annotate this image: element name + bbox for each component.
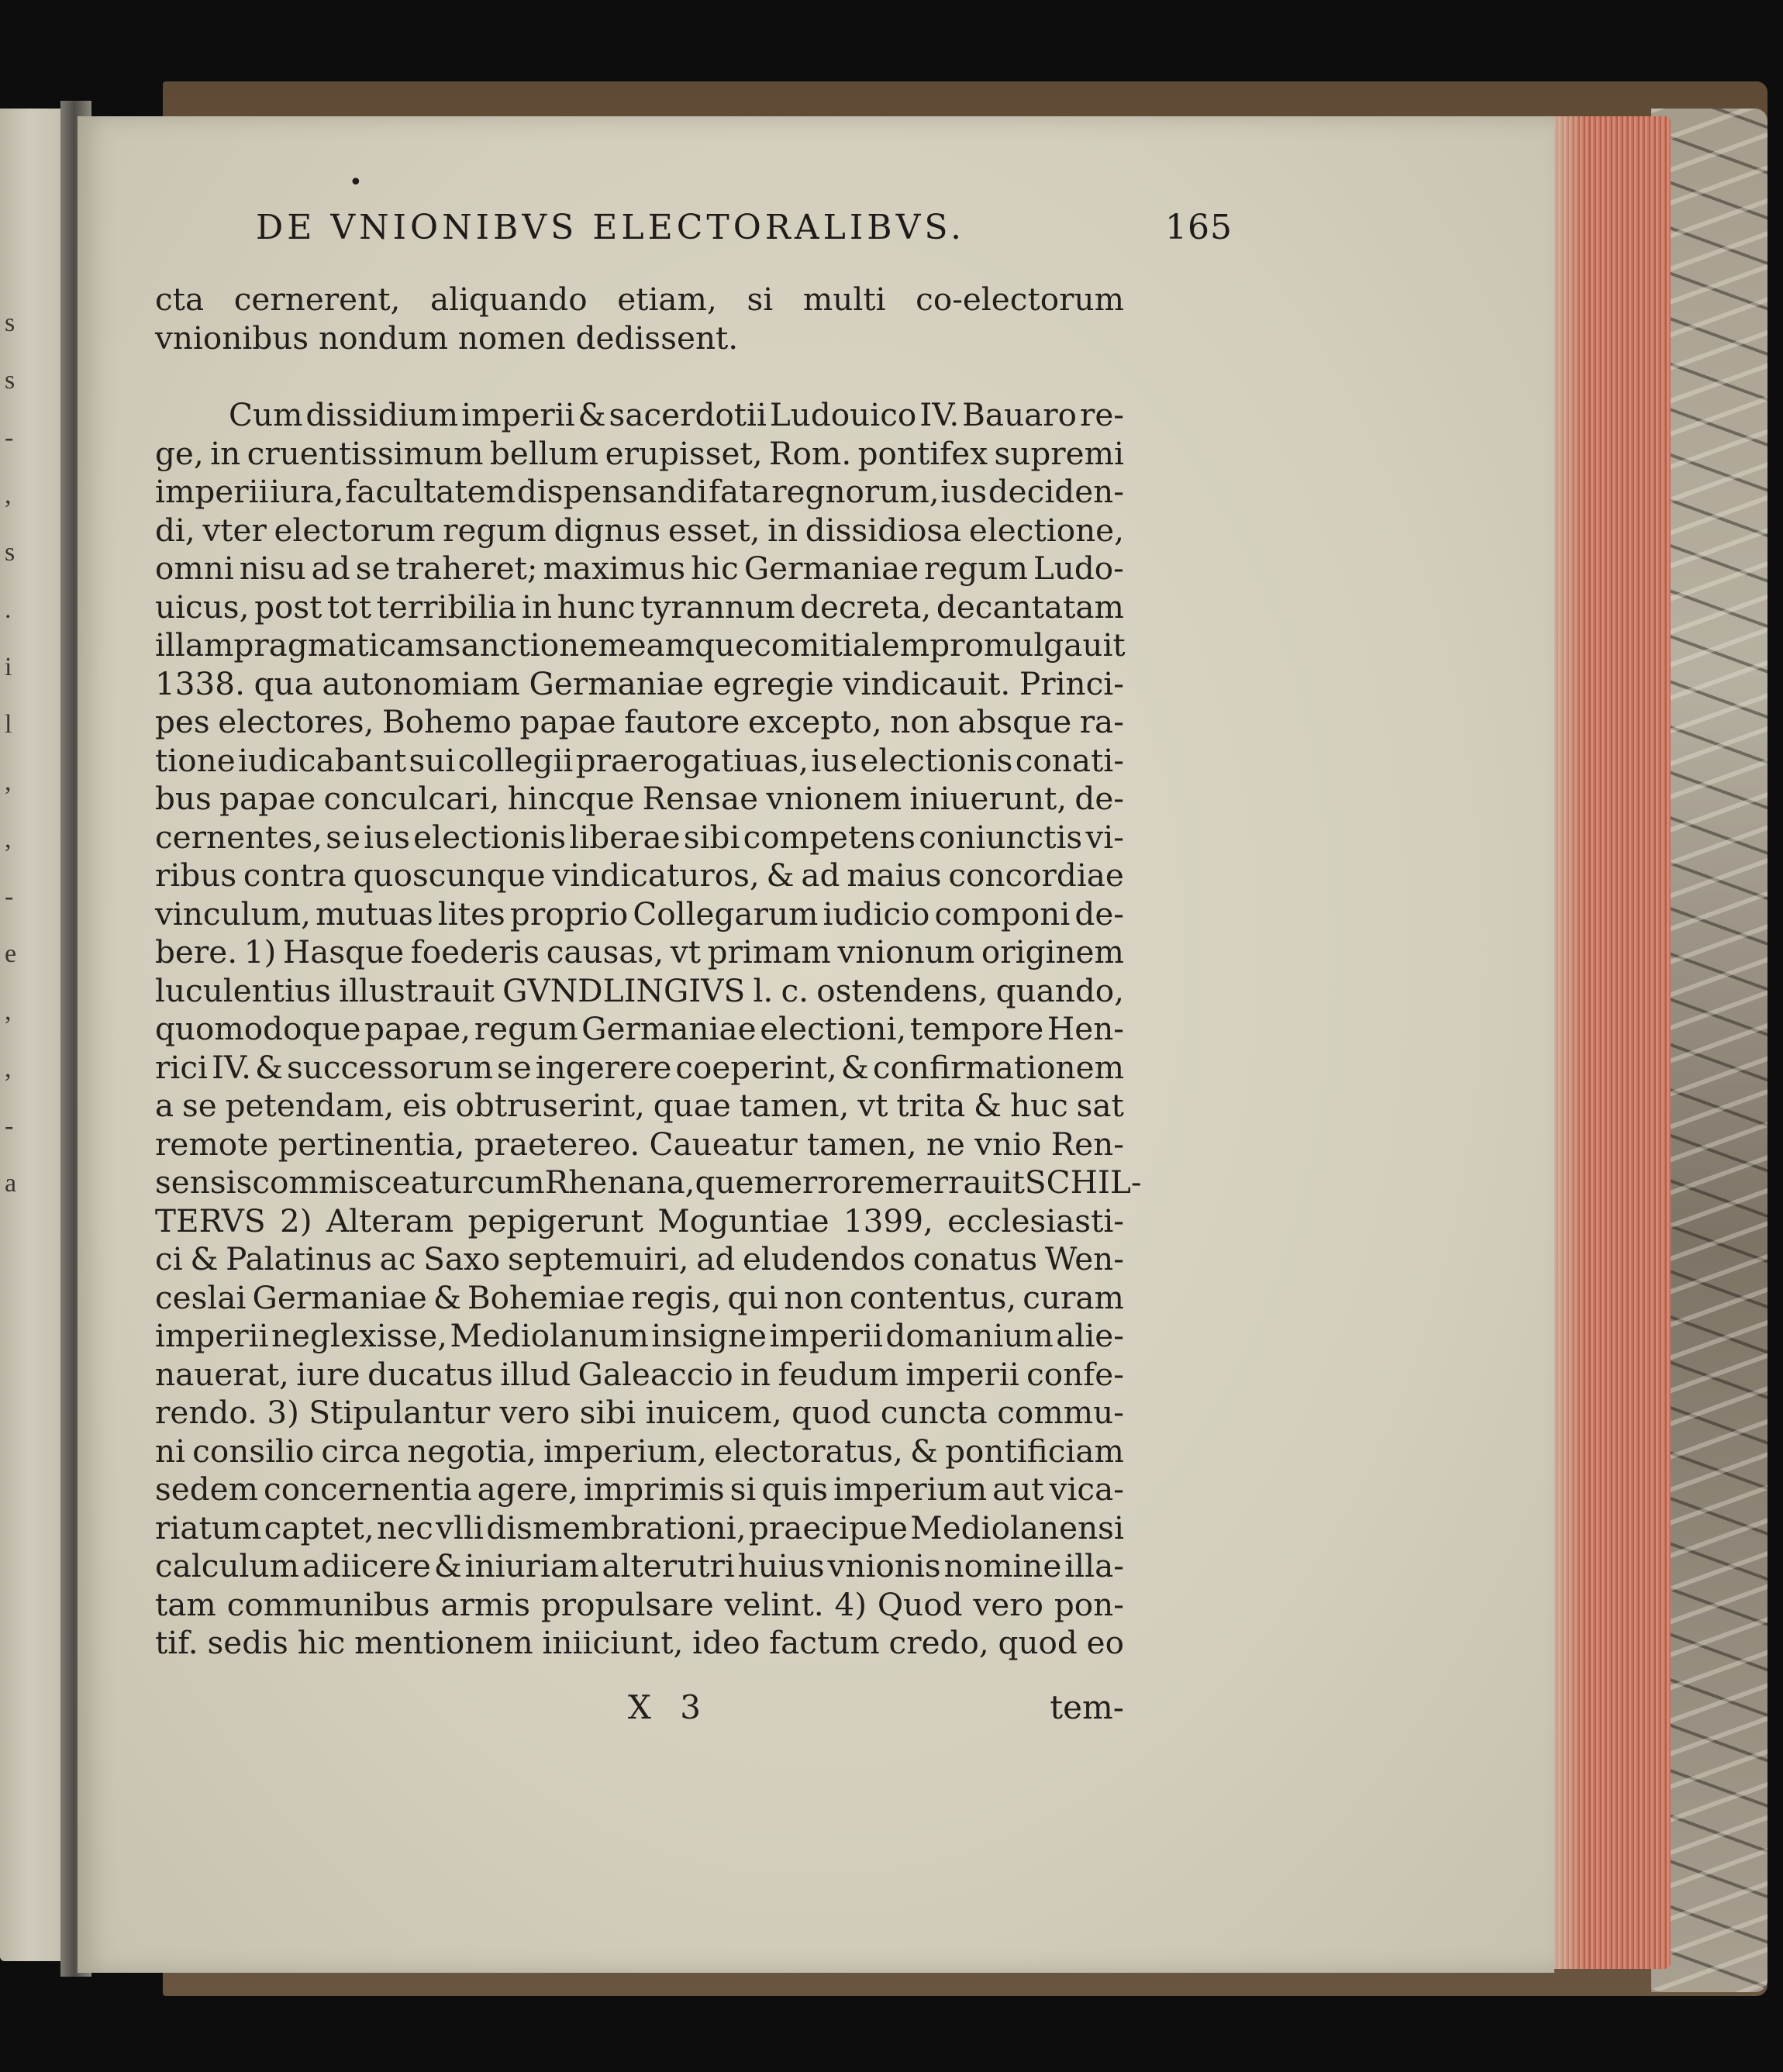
text-line: pes electores, Bohemo papae fautore excepto, non absque ra- [155,703,1124,740]
margin-fragment: l [5,710,12,739]
text-line: ceslai Germaniae & Bohemiae regis, qui non contentus, curam [155,1278,1124,1316]
text-line: imperii neglexisse, Mediolanum insigne imperii domanium alie- [155,1317,1124,1354]
margin-fragment: a [5,1169,17,1198]
page-number: 165 [1165,208,1233,247]
margin-fragment: e [5,939,17,968]
ink-dot: • [349,169,367,196]
running-head [256,169,1233,262]
catchword: tem- [1050,1688,1124,1726]
body-text [155,281,1142,1663]
text-line: cta cernerent, aliquando etiam, si multi co-electorum [155,281,1124,318]
text-line: rici IV. & successorum se ingerere coeperint, & confirmationem [155,1048,1124,1086]
margin-fragment: s [5,366,16,395]
text-line: tione iudicabant sui collegii praerogatiuas, ius electionis conati- [155,741,1124,779]
text-line: calculum adiicere & iniuriam alterutri huius vnionis nomine illa- [155,1547,1124,1584]
text-line: TERVS 2) Alteram pepigerunt Moguntiae 1399, ecclesiasti- [155,1201,1124,1239]
text-line: sedem concernentia agere, imprimis si quis imperium aut vica- [155,1470,1124,1508]
margin-fragment: , [5,997,12,1026]
margin-fragment: , [5,767,12,796]
text-line: rendo. 3) Stipulantur vero sibi inuicem, quod cuncta commu- [155,1394,1124,1431]
margin-fragment: . [5,595,12,624]
main-paragraph [155,396,1142,1663]
text-line: ci & Palatinus ac Saxo septemuiri, ad eludendos conatus Wen- [155,1240,1124,1277]
text-line: imperii iura, facultatem dispensandi fata regnorum, ius deciden- [155,473,1124,510]
margin-fragment: i [5,653,12,681]
text-line: tam communibus armis propulsare velint. 4) Quod vero pon- [155,1585,1124,1623]
text-line: ge, in cruentissimum bellum erupisset, Rom. pontifex supremi [155,434,1124,472]
text-line: uicus, post tot terribilia in hunc tyrannum decreta, decantatam [155,588,1124,626]
margin-fragment: - [5,882,14,911]
margin-fragment: - [5,1112,14,1140]
text-line: cernentes, se ius electionis liberae sibi competens coniunctis vi- [155,818,1124,856]
margin-fragment: , [5,481,12,509]
text-line: illam pragmaticam sanctionem eamque comitialem promulgauit [155,626,1126,664]
running-head-title: DE VNIONIBVS ELECTORALIBVS. [256,208,965,247]
text-line: Cum dissidium imperii & sacerdotii Ludouico IV. Bauaro re- [229,396,1124,433]
text-line: ribus contra quoscunque vindicaturos, & ad maius concordiae [155,857,1124,894]
text-line: luculentius illustrauit GVNDLINGIVS l. c. ostendens, quando, [155,971,1124,1009]
text-line: di, vter electorum regum dignus esset, in dissidiosa electione, [155,511,1124,549]
paragraph-gap [155,357,1124,396]
text-line: bere. 1) Hasque foederis causas, vt primam vnionum originem [155,933,1124,970]
text-line: a se petendam, eis obtruserint, quae tamen, vt trita & huc sat [155,1087,1124,1124]
text-line: 1338. qua autonomiam Germaniae egregie vindicauit. Princi- [155,664,1124,702]
margin-fragment: - [5,423,14,452]
text-line: quomodoque papae, regum Germaniae electioni, tempore Hen- [155,1010,1124,1047]
text-line: remote pertinentia, praetereo. Caueatur tamen, ne vnio Ren- [155,1125,1124,1163]
text-line: omni nisu ad se traheret; maximus hic Germaniae regum Ludo- [155,550,1124,587]
continued-paragraph [155,281,1124,357]
signature-mark: X 3 [628,1688,710,1726]
text-line: nauerat, iure ducatus illud Galeaccio in feudum imperii confe- [155,1355,1124,1393]
text-line: riatum captet, nec vlli dismembrationi, praecipue Mediolanensi [155,1508,1124,1546]
text-line: vinculum, mutuas lites proprio Collegarum iudicio componi de- [155,895,1124,933]
margin-fragment: , [5,825,12,853]
margin-fragment: , [5,1054,12,1083]
margin-fragment: s [5,309,16,337]
text-line: vnionibus nondum nomen dedissent. [155,319,739,357]
margin-fragment: s [5,538,16,567]
previous-page-fragments [5,295,23,1212]
text-line: tif. sedis hic mentionem iniiciunt, ideo factum credo, quod eo [155,1624,1124,1661]
text-line: bus papae conculcari, hincque Rensae vnionem iniuerunt, de- [155,780,1124,817]
text-line: sensis commisceatur cum Rhenana, quem errorem errauit SCHIL- [155,1164,1142,1201]
text-line: ni consilio circa negotia, imperium, electoratus, & pontificiam [155,1432,1124,1470]
page-footer [628,1688,1124,1735]
